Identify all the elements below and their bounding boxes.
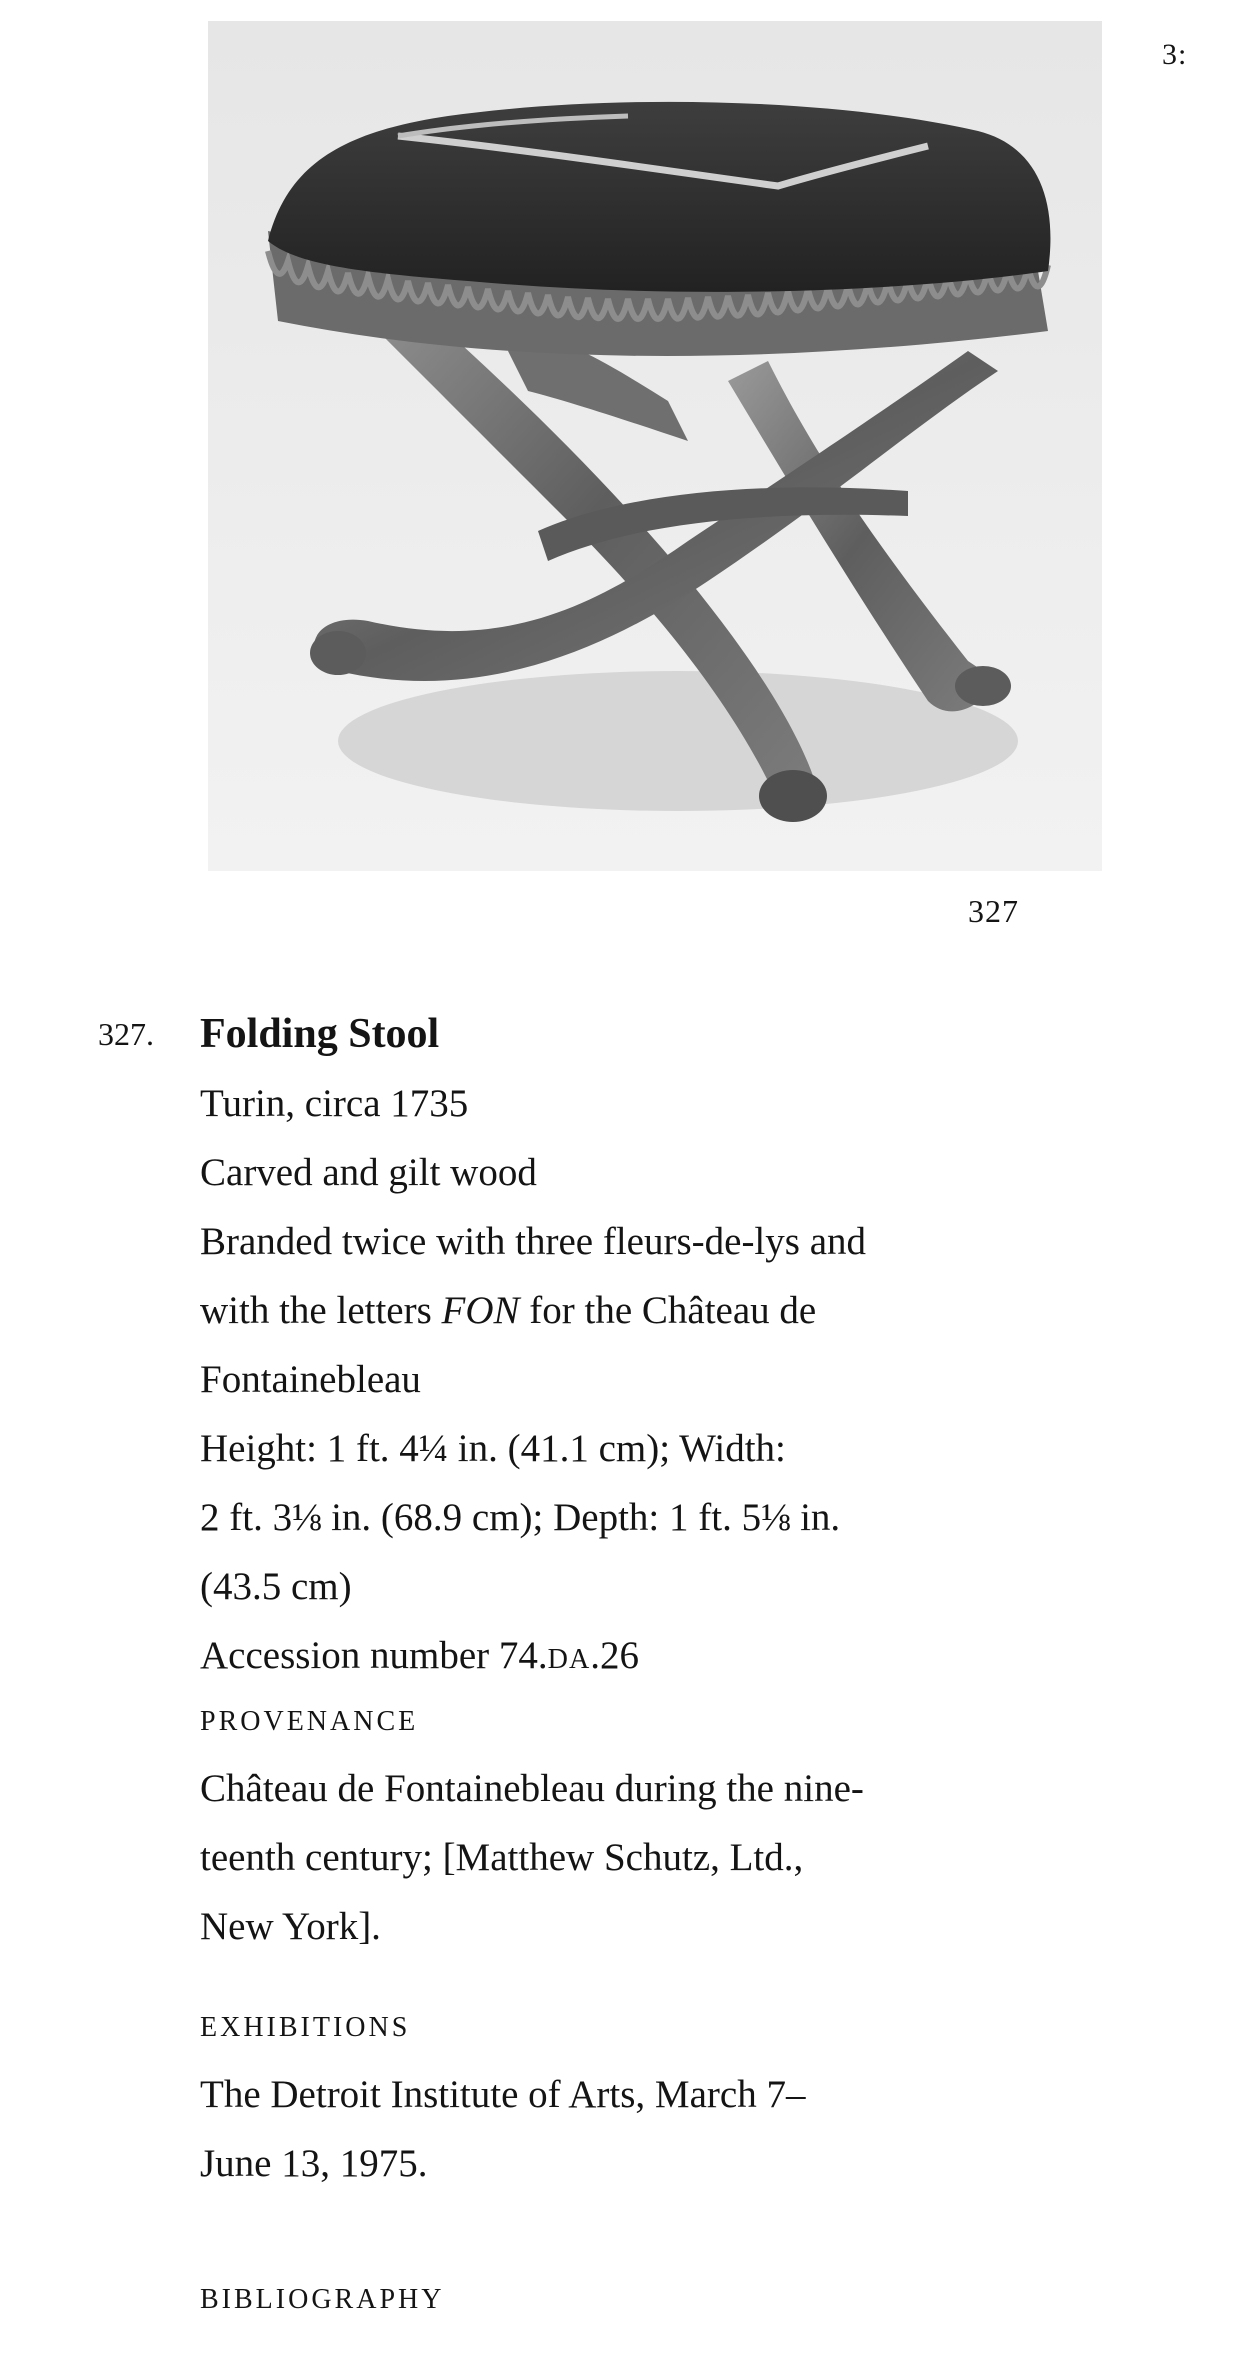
accession-smallcaps: DA <box>547 1644 591 1675</box>
entry-dimensions-line-3: (43.5 cm) <box>200 1565 352 1608</box>
stool-illustration <box>208 21 1102 871</box>
entry-title: Folding Stool <box>200 1011 440 1057</box>
accession-suffix: .26 <box>590 1634 639 1677</box>
catalogue-entry <box>200 1000 1100 1694</box>
exhibitions-section <box>200 2008 1100 2198</box>
entry-number: 327. <box>98 1016 154 1052</box>
letters-prefix: with the letters <box>200 1289 432 1332</box>
entry-marks-line-1: Branded twice with three fleurs-de-lys and <box>200 1220 867 1263</box>
stool-photograph <box>208 21 1102 871</box>
accession-label: Accession number 74. <box>200 1634 548 1677</box>
provenance-line-3: New York]. <box>200 1905 381 1948</box>
entry-origin: Turin, circa 1735 <box>200 1082 469 1125</box>
bibliography-section <box>200 2280 1100 2332</box>
letters-italic: FON <box>441 1289 520 1332</box>
entry-material: Carved and gilt wood <box>200 1151 537 1194</box>
letters-suffix: for the Château de <box>529 1289 817 1332</box>
exhibitions-line-2: June 13, 1975. <box>200 2142 428 2185</box>
entry-dimensions-line-1: Height: 1 ft. 4¼ in. (41.1 cm); Width: <box>200 1427 786 1470</box>
entry-marks-line-3: Fontainebleau <box>200 1358 421 1401</box>
exhibitions-line-1: The Detroit Institute of Arts, March 7– <box>200 2073 806 2116</box>
provenance-line-2: teenth century; [Matthew Schutz, Ltd., <box>200 1836 804 1879</box>
provenance-section <box>200 1702 1100 1961</box>
entry-marks-line-2 <box>200 1276 1100 1345</box>
exhibitions-heading: EXHIBITIONS <box>200 2012 411 2043</box>
entry-accession <box>200 1621 1100 1694</box>
provenance-heading: PROVENANCE <box>200 1706 419 1737</box>
entry-dimensions-line-2: 2 ft. 3⅛ in. (68.9 cm); Depth: 1 ft. 5⅛ in. <box>200 1496 841 1539</box>
page-number: 3: <box>1162 38 1188 71</box>
bibliography-heading: BIBLIOGRAPHY <box>200 2284 445 2315</box>
provenance-line-1: Château de Fontainebleau during the nine- <box>200 1767 864 1810</box>
figure-caption: 327 <box>968 893 1019 929</box>
